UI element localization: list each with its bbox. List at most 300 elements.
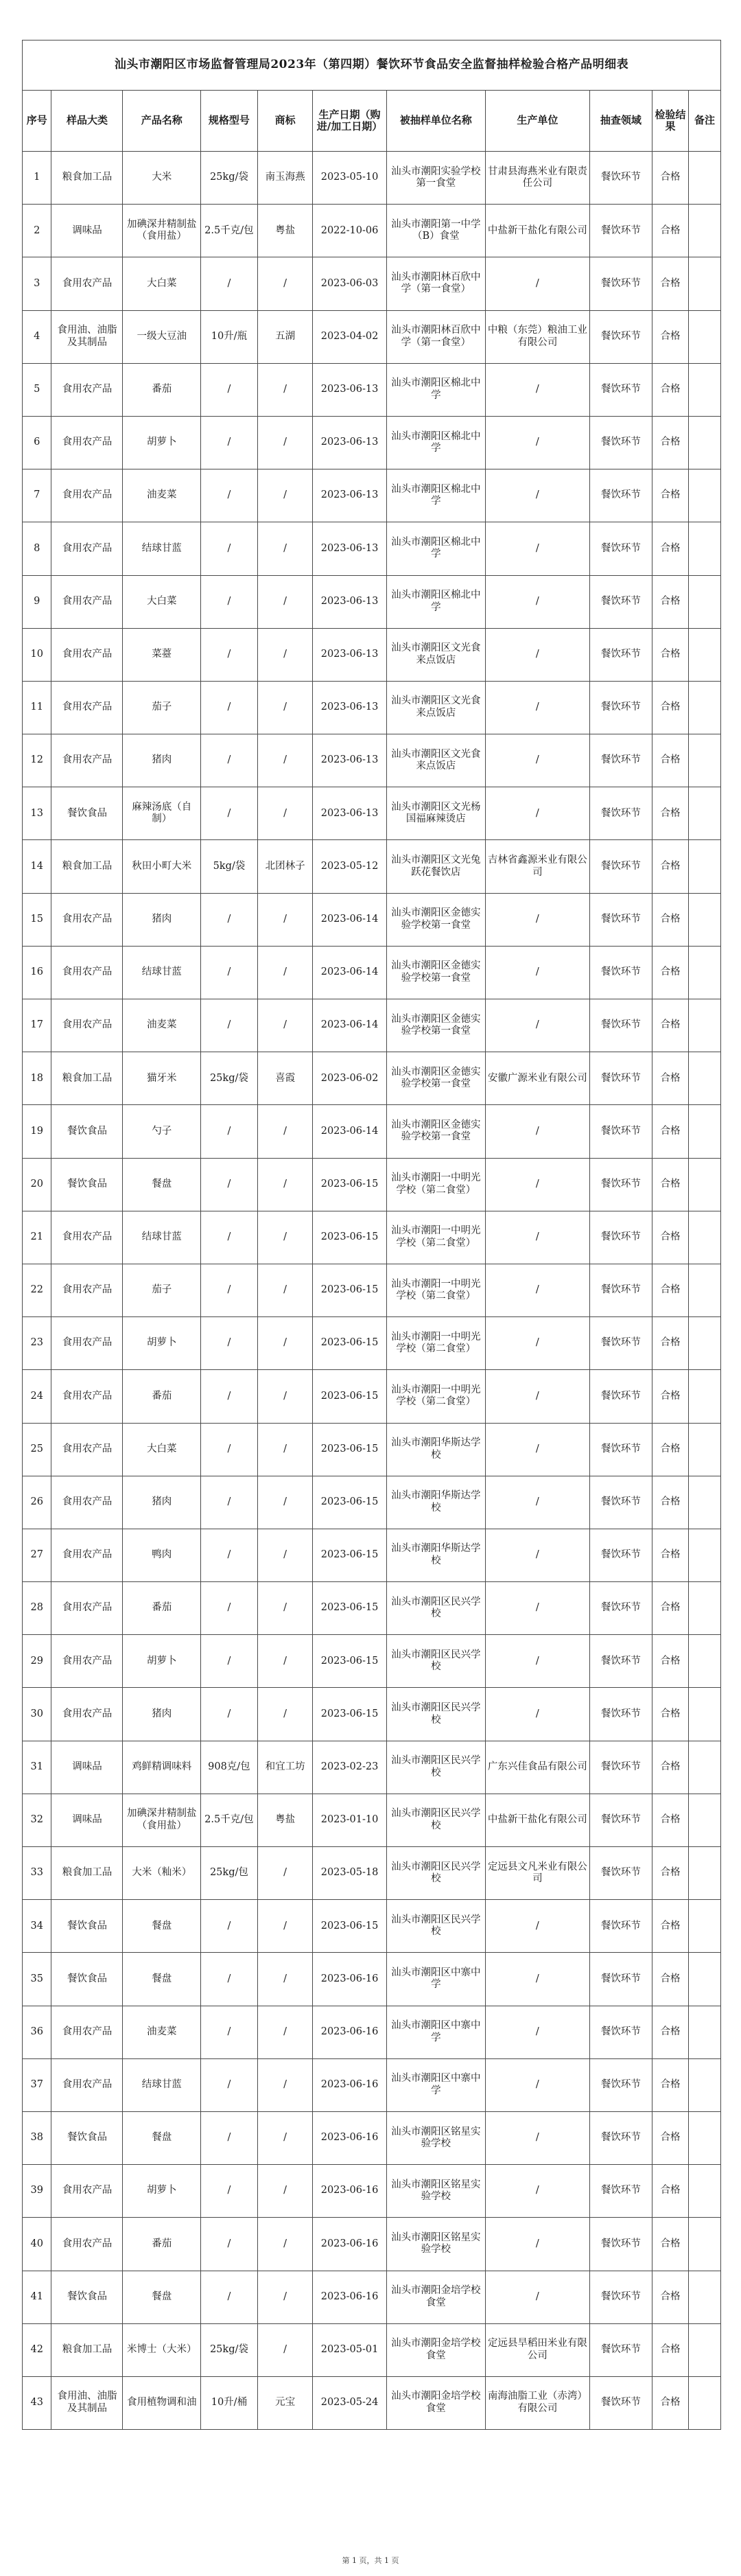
row-producer: / — [485, 2165, 589, 2218]
table-row — [23, 1582, 721, 1635]
column-header-index: 序号 — [23, 91, 51, 152]
row-field: 餐饮环节 — [589, 152, 652, 205]
row-result: 合格 — [652, 681, 689, 734]
row-date: 2023-06-13 — [313, 628, 386, 681]
row-result: 合格 — [652, 310, 689, 363]
row-category: 调味品 — [51, 1741, 123, 1794]
row-result: 合格 — [652, 2006, 689, 2058]
row-index: 25 — [23, 1423, 51, 1476]
row-result: 合格 — [652, 2323, 689, 2376]
row-brand: / — [257, 2058, 313, 2111]
row-product: 猫牙米 — [123, 1052, 201, 1105]
row-producer: / — [485, 2218, 589, 2271]
row-field: 餐饮环节 — [589, 946, 652, 999]
table-row — [23, 152, 721, 205]
row-remark — [689, 1953, 721, 2006]
row-remark — [689, 1688, 721, 1741]
row-index: 14 — [23, 840, 51, 893]
row-category: 食用农产品 — [51, 734, 123, 787]
row-date: 2023-06-03 — [313, 257, 386, 310]
row-field: 餐饮环节 — [589, 734, 652, 787]
row-spec: / — [201, 2271, 258, 2323]
row-category: 食用农产品 — [51, 1317, 123, 1370]
row-sampled-unit: 汕头市潮阳区文光食来点饭店 — [386, 681, 485, 734]
row-producer: / — [485, 1211, 589, 1264]
row-result: 合格 — [652, 1900, 689, 1953]
row-date: 2023-06-14 — [313, 999, 386, 1052]
row-category: 食用农产品 — [51, 575, 123, 628]
row-product: 米博士（大米） — [123, 2323, 201, 2376]
row-product: 猪肉 — [123, 893, 201, 946]
row-producer: / — [485, 363, 589, 416]
row-brand: / — [257, 1635, 313, 1688]
row-index: 37 — [23, 2058, 51, 2111]
table-row — [23, 1635, 721, 1688]
row-producer: / — [485, 2271, 589, 2323]
row-sampled-unit: 汕头市潮阳一中明光学校（第二食堂） — [386, 1370, 485, 1423]
row-sampled-unit: 汕头市潮阳金培学校食堂 — [386, 2271, 485, 2323]
row-spec: / — [201, 681, 258, 734]
row-category: 食用农产品 — [51, 522, 123, 575]
row-date: 2023-05-01 — [313, 2323, 386, 2376]
row-category: 食用农产品 — [51, 1635, 123, 1688]
row-field: 餐饮环节 — [589, 1105, 652, 1158]
row-result: 合格 — [652, 946, 689, 999]
row-date: 2023-06-15 — [313, 1688, 386, 1741]
row-brand: / — [257, 1158, 313, 1211]
row-product: 猪肉 — [123, 734, 201, 787]
row-remark — [689, 2058, 721, 2111]
row-index: 35 — [23, 1953, 51, 2006]
row-category: 餐饮食品 — [51, 2271, 123, 2323]
row-date: 2023-06-14 — [313, 946, 386, 999]
row-sampled-unit: 汕头市潮阳区棉北中学 — [386, 575, 485, 628]
row-producer: / — [485, 1317, 589, 1370]
table-row — [23, 1529, 721, 1581]
row-date: 2023-06-15 — [313, 1370, 386, 1423]
row-result: 合格 — [652, 1105, 689, 1158]
row-category: 餐饮食品 — [51, 2111, 123, 2164]
row-brand: / — [257, 2006, 313, 2058]
row-brand: / — [257, 2218, 313, 2271]
row-remark — [689, 1105, 721, 1158]
row-category: 食用农产品 — [51, 999, 123, 1052]
row-category: 食用农产品 — [51, 681, 123, 734]
row-field: 餐饮环节 — [589, 893, 652, 946]
document-title: 汕头市潮阳区市场监督管理局2023年（第四期）餐饮环节食品安全监督抽样检验合格产品明细表 — [23, 40, 721, 91]
row-spec: 10升/桶 — [201, 2376, 258, 2429]
row-product: 大白菜 — [123, 1423, 201, 1476]
row-category: 食用农产品 — [51, 257, 123, 310]
row-spec: / — [201, 1688, 258, 1741]
row-spec: / — [201, 2006, 258, 2058]
row-remark — [689, 1900, 721, 1953]
row-result: 合格 — [652, 2376, 689, 2429]
row-brand: / — [257, 2165, 313, 2218]
row-sampled-unit: 汕头市潮阳区金德实验学校第一食堂 — [386, 946, 485, 999]
table-row — [23, 1900, 721, 1953]
row-producer: / — [485, 1423, 589, 1476]
row-field: 餐饮环节 — [589, 2271, 652, 2323]
row-date: 2023-06-16 — [313, 2218, 386, 2271]
row-category: 调味品 — [51, 205, 123, 257]
row-result: 合格 — [652, 734, 689, 787]
row-field: 餐饮环节 — [589, 363, 652, 416]
row-remark — [689, 1317, 721, 1370]
row-date: 2023-06-16 — [313, 2006, 386, 2058]
inspection-table — [22, 40, 721, 2430]
row-remark — [689, 1476, 721, 1529]
row-index: 23 — [23, 1317, 51, 1370]
row-field: 餐饮环节 — [589, 416, 652, 469]
row-field: 餐饮环节 — [589, 999, 652, 1052]
row-index: 17 — [23, 999, 51, 1052]
row-product: 结球甘蓝 — [123, 522, 201, 575]
table-row — [23, 893, 721, 946]
row-product: 胡萝卜 — [123, 2165, 201, 2218]
row-product: 结球甘蓝 — [123, 946, 201, 999]
row-brand: 南玉海燕 — [257, 152, 313, 205]
row-brand: / — [257, 1476, 313, 1529]
row-product: 番茄 — [123, 1582, 201, 1635]
row-result: 合格 — [652, 1211, 689, 1264]
row-brand: / — [257, 1953, 313, 2006]
row-sampled-unit: 汕头市潮阳华斯达学校 — [386, 1423, 485, 1476]
row-producer: 中盐新干盐化有限公司 — [485, 1794, 589, 1846]
row-sampled-unit: 汕头市潮阳区文光兔跃花餐饮店 — [386, 840, 485, 893]
row-brand: / — [257, 1370, 313, 1423]
row-brand: / — [257, 1211, 313, 1264]
row-result: 合格 — [652, 1370, 689, 1423]
table-row — [23, 1794, 721, 1846]
row-remark — [689, 310, 721, 363]
row-remark — [689, 734, 721, 787]
row-spec: / — [201, 1370, 258, 1423]
table-row — [23, 257, 721, 310]
row-index: 38 — [23, 2111, 51, 2164]
row-result: 合格 — [652, 152, 689, 205]
table-row — [23, 1423, 721, 1476]
row-category: 餐饮食品 — [51, 1900, 123, 1953]
table-row — [23, 416, 721, 469]
row-field: 餐饮环节 — [589, 469, 652, 522]
row-brand: 北团林子 — [257, 840, 313, 893]
column-header-spec: 规格型号 — [201, 91, 258, 152]
row-result: 合格 — [652, 469, 689, 522]
row-spec: / — [201, 1582, 258, 1635]
row-product: 餐盘 — [123, 1158, 201, 1211]
row-remark — [689, 2323, 721, 2376]
row-product: 餐盘 — [123, 2271, 201, 2323]
row-index: 22 — [23, 1264, 51, 1316]
row-brand: 粤盐 — [257, 1794, 313, 1846]
row-brand: / — [257, 2323, 313, 2376]
row-result: 合格 — [652, 1688, 689, 1741]
table-row — [23, 469, 721, 522]
row-remark — [689, 257, 721, 310]
row-index: 16 — [23, 946, 51, 999]
row-category: 餐饮食品 — [51, 787, 123, 840]
row-product: 胡萝卜 — [123, 1635, 201, 1688]
row-producer: / — [485, 469, 589, 522]
row-spec: / — [201, 1423, 258, 1476]
row-product: 番茄 — [123, 1370, 201, 1423]
row-index: 26 — [23, 1476, 51, 1529]
row-brand: / — [257, 522, 313, 575]
row-field: 餐饮环节 — [589, 1900, 652, 1953]
row-sampled-unit: 汕头市潮阳区文光食来点饭店 — [386, 734, 485, 787]
row-category: 食用农产品 — [51, 2165, 123, 2218]
table-row — [23, 1688, 721, 1741]
row-product: 大米 — [123, 152, 201, 205]
table-row — [23, 999, 721, 1052]
row-spec: / — [201, 946, 258, 999]
row-remark — [689, 999, 721, 1052]
row-brand: / — [257, 469, 313, 522]
row-index: 11 — [23, 681, 51, 734]
row-index: 3 — [23, 257, 51, 310]
row-remark — [689, 575, 721, 628]
row-index: 24 — [23, 1370, 51, 1423]
row-result: 合格 — [652, 1953, 689, 2006]
row-sampled-unit: 汕头市潮阳区民兴学校 — [386, 1635, 485, 1688]
row-category: 食用农产品 — [51, 1264, 123, 1316]
row-spec: / — [201, 1264, 258, 1316]
row-spec: / — [201, 363, 258, 416]
row-date: 2022-10-06 — [313, 205, 386, 257]
row-date: 2023-06-13 — [313, 734, 386, 787]
row-field: 餐饮环节 — [589, 1847, 652, 1900]
column-header-product: 产品名称 — [123, 91, 201, 152]
row-producer: / — [485, 522, 589, 575]
row-category: 食用农产品 — [51, 363, 123, 416]
row-category: 食用农产品 — [51, 1370, 123, 1423]
column-header-category: 样品大类 — [51, 91, 123, 152]
row-spec: 5kg/袋 — [201, 840, 258, 893]
row-producer: / — [485, 1900, 589, 1953]
row-field: 餐饮环节 — [589, 1529, 652, 1581]
row-product: 油麦菜 — [123, 469, 201, 522]
row-date: 2023-05-10 — [313, 152, 386, 205]
row-field: 餐饮环节 — [589, 205, 652, 257]
row-sampled-unit: 汕头市潮阳一中明光学校（第二食堂） — [386, 1317, 485, 1370]
row-sampled-unit: 汕头市潮阳区民兴学校 — [386, 1688, 485, 1741]
table-row — [23, 946, 721, 999]
row-index: 10 — [23, 628, 51, 681]
row-field: 餐饮环节 — [589, 1370, 652, 1423]
row-producer: 安徽广源米业有限公司 — [485, 1052, 589, 1105]
row-index: 42 — [23, 2323, 51, 2376]
row-index: 40 — [23, 2218, 51, 2271]
row-field: 餐饮环节 — [589, 1158, 652, 1211]
row-producer: / — [485, 2058, 589, 2111]
row-field: 餐饮环节 — [589, 681, 652, 734]
row-field: 餐饮环节 — [589, 257, 652, 310]
row-index: 39 — [23, 2165, 51, 2218]
row-category: 食用农产品 — [51, 1476, 123, 1529]
row-spec: / — [201, 575, 258, 628]
row-sampled-unit: 汕头市潮阳金培学校食堂 — [386, 2323, 485, 2376]
title-row — [23, 40, 721, 91]
row-date: 2023-06-14 — [313, 1105, 386, 1158]
row-index: 6 — [23, 416, 51, 469]
row-brand: 喜霞 — [257, 1052, 313, 1105]
table-row — [23, 2165, 721, 2218]
row-result: 合格 — [652, 999, 689, 1052]
row-index: 32 — [23, 1794, 51, 1846]
table-row — [23, 1476, 721, 1529]
row-category: 粮食加工品 — [51, 2323, 123, 2376]
row-producer: 广东兴佳食品有限公司 — [485, 1741, 589, 1794]
row-product: 结球甘蓝 — [123, 1211, 201, 1264]
row-result: 合格 — [652, 1794, 689, 1846]
row-product: 茄子 — [123, 681, 201, 734]
row-spec: 2.5千克/包 — [201, 1794, 258, 1846]
row-producer: / — [485, 1264, 589, 1316]
row-brand: 五湖 — [257, 310, 313, 363]
row-sampled-unit: 汕头市潮阳第一中学（B）食堂 — [386, 205, 485, 257]
row-producer: / — [485, 416, 589, 469]
row-result: 合格 — [652, 1635, 689, 1688]
row-index: 21 — [23, 1211, 51, 1264]
row-result: 合格 — [652, 2271, 689, 2323]
row-sampled-unit: 汕头市潮阳区棉北中学 — [386, 363, 485, 416]
row-date: 2023-06-16 — [313, 2165, 386, 2218]
row-brand: / — [257, 363, 313, 416]
row-product: 菜薹 — [123, 628, 201, 681]
row-result: 合格 — [652, 257, 689, 310]
row-product: 鸡鲜精调味料 — [123, 1741, 201, 1794]
row-date: 2023-06-02 — [313, 1052, 386, 1105]
row-brand: / — [257, 1105, 313, 1158]
row-sampled-unit: 汕头市潮阳区中寨中学 — [386, 2058, 485, 2111]
row-field: 餐饮环节 — [589, 1741, 652, 1794]
row-product: 加碘深井精制盐（食用盐） — [123, 1794, 201, 1846]
row-sampled-unit: 汕头市潮阳一中明光学校（第二食堂） — [386, 1211, 485, 1264]
row-remark — [689, 840, 721, 893]
row-result: 合格 — [652, 628, 689, 681]
row-spec: / — [201, 1635, 258, 1688]
row-spec: 25kg/袋 — [201, 152, 258, 205]
row-producer: / — [485, 257, 589, 310]
row-producer: 定远县文凡米业有限公司 — [485, 1847, 589, 1900]
row-remark — [689, 893, 721, 946]
row-category: 食用农产品 — [51, 1211, 123, 1264]
row-spec: 25kg/包 — [201, 1847, 258, 1900]
row-spec: 25kg/袋 — [201, 1052, 258, 1105]
row-index: 28 — [23, 1582, 51, 1635]
row-spec: / — [201, 787, 258, 840]
table-row — [23, 1158, 721, 1211]
row-field: 餐饮环节 — [589, 1476, 652, 1529]
row-spec: / — [201, 416, 258, 469]
table-row — [23, 1052, 721, 1105]
table-row — [23, 2058, 721, 2111]
row-date: 2023-06-15 — [313, 1264, 386, 1316]
row-brand: 元宝 — [257, 2376, 313, 2429]
row-sampled-unit: 汕头市潮阳一中明光学校（第二食堂） — [386, 1158, 485, 1211]
row-brand: / — [257, 946, 313, 999]
row-spec: / — [201, 469, 258, 522]
row-remark — [689, 1211, 721, 1264]
row-producer: / — [485, 1476, 589, 1529]
row-producer: / — [485, 1105, 589, 1158]
row-product: 茄子 — [123, 1264, 201, 1316]
row-product: 大米（籼米） — [123, 1847, 201, 1900]
row-producer: / — [485, 893, 589, 946]
row-remark — [689, 1423, 721, 1476]
row-remark — [689, 681, 721, 734]
row-spec: / — [201, 2058, 258, 2111]
row-date: 2023-06-15 — [313, 1900, 386, 1953]
row-index: 8 — [23, 522, 51, 575]
row-remark — [689, 628, 721, 681]
row-sampled-unit: 汕头市潮阳区文光食来点饭店 — [386, 628, 485, 681]
row-index: 5 — [23, 363, 51, 416]
row-category: 食用油、油脂及其制品 — [51, 2376, 123, 2429]
row-result: 合格 — [652, 205, 689, 257]
row-producer: / — [485, 787, 589, 840]
row-product: 油麦菜 — [123, 2006, 201, 2058]
row-spec: 10升/瓶 — [201, 310, 258, 363]
row-product: 大白菜 — [123, 575, 201, 628]
row-field: 餐饮环节 — [589, 2165, 652, 2218]
row-producer: / — [485, 946, 589, 999]
row-category: 食用农产品 — [51, 1582, 123, 1635]
row-product: 秋田小町大米 — [123, 840, 201, 893]
row-producer: / — [485, 628, 589, 681]
row-producer: / — [485, 2111, 589, 2164]
row-category: 餐饮食品 — [51, 1105, 123, 1158]
row-spec: / — [201, 2218, 258, 2271]
header-row — [23, 91, 721, 152]
row-result: 合格 — [652, 787, 689, 840]
row-category: 粮食加工品 — [51, 1847, 123, 1900]
row-result: 合格 — [652, 1847, 689, 1900]
row-spec: 2.5千克/包 — [201, 205, 258, 257]
row-field: 餐饮环节 — [589, 2218, 652, 2271]
row-date: 2023-05-18 — [313, 1847, 386, 1900]
column-header-producer: 生产单位 — [485, 91, 589, 152]
row-remark — [689, 946, 721, 999]
row-result: 合格 — [652, 1423, 689, 1476]
table-row — [23, 2218, 721, 2271]
row-index: 15 — [23, 893, 51, 946]
row-spec: 908克/包 — [201, 1741, 258, 1794]
table-row — [23, 2271, 721, 2323]
row-field: 餐饮环节 — [589, 840, 652, 893]
row-producer: 中粮（东莞）粮油工业有限公司 — [485, 310, 589, 363]
table-row — [23, 628, 721, 681]
row-field: 餐饮环节 — [589, 1953, 652, 2006]
row-date: 2023-05-12 — [313, 840, 386, 893]
row-index: 29 — [23, 1635, 51, 1688]
row-sampled-unit: 汕头市潮阳区民兴学校 — [386, 1741, 485, 1794]
row-sampled-unit: 汕头市潮阳华斯达学校 — [386, 1529, 485, 1581]
row-spec: / — [201, 522, 258, 575]
row-index: 1 — [23, 152, 51, 205]
row-category: 粮食加工品 — [51, 152, 123, 205]
row-category: 食用农产品 — [51, 2058, 123, 2111]
row-remark — [689, 787, 721, 840]
row-spec: / — [201, 1953, 258, 2006]
row-category: 食用农产品 — [51, 1423, 123, 1476]
row-spec: / — [201, 1476, 258, 1529]
row-brand: / — [257, 1582, 313, 1635]
row-sampled-unit: 汕头市潮阳区金德实验学校第一食堂 — [386, 999, 485, 1052]
row-field: 餐饮环节 — [589, 1264, 652, 1316]
column-header-remark: 备注 — [689, 91, 721, 152]
